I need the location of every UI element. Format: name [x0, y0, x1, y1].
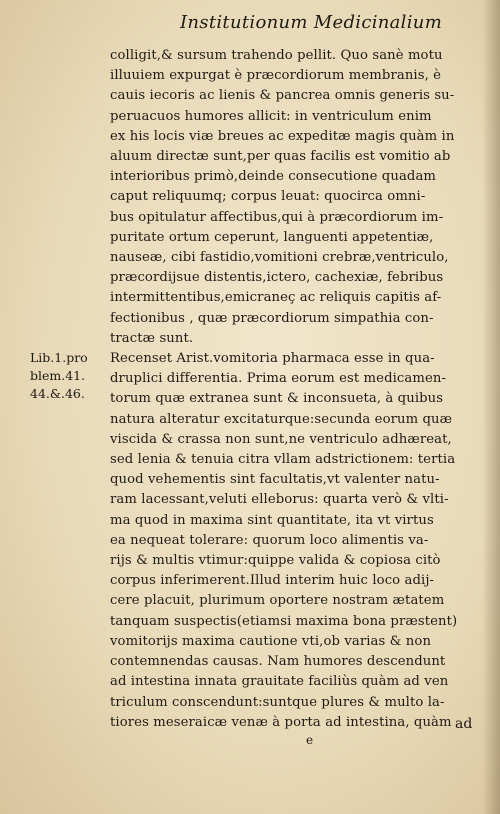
text-line: contemnendas causas. Nam humores descendunt [110, 654, 446, 670]
text-line: ad intestina innata grauitate faciliùs quàm ad ven [110, 674, 449, 690]
text-line: tiores meseraicæ venæ à porta ad intestina, quàm [110, 714, 452, 730]
text-line: triculum conscendunt:suntque plures & multo la- [110, 694, 445, 710]
text-line: sed lenia & tenuia citra vllam adstrictionem: tertia [110, 452, 456, 468]
text-line: Recenset Arist.vomitoria pharmaca esse in qua- [110, 351, 435, 367]
margin-note-line: 44.&.46. [30, 386, 85, 401]
signature-mark: e [306, 733, 316, 747]
text-line: ma quod in maxima sint quantitate, ita vt virtus [110, 512, 434, 528]
text-line: peruacuos humores allicit: in ventriculum enim [110, 108, 432, 124]
text-line: rijs & multis vtimur:quippe valida & copiosa citò [110, 553, 441, 569]
text-line: caput reliquumq; corpus leuat: quocirca omni- [110, 189, 426, 205]
text-line: intermittentibus,emicraneç ac reliquis capitis af- [110, 290, 442, 306]
running-header: Institutionum Medicinalium [180, 12, 443, 33]
text-line: torum quæ extranea sunt & inconsueta, à quibus [110, 391, 444, 407]
text-line: viscida & crassa non sunt,ne ventriculo adhæreat, [110, 431, 452, 447]
text-line: quod vehementis sint facultatis,vt valenter natu- [110, 472, 440, 488]
catchword: ad [455, 716, 473, 732]
text-line: ex his locis viæ breues ac expeditæ magis quàm in [110, 128, 455, 144]
text-line: nauseæ, cibi fastidio,vomitioni crebræ,ventriculo, [110, 250, 449, 266]
text-line: interioribus primò,deinde consecutione quadam [110, 169, 437, 185]
text-line: bus opitulatur affectibus,qui à præcordiorum im- [110, 209, 444, 225]
text-line: aluum directæ sunt,per quas facilis est vomitio ab [110, 149, 451, 165]
text-line: ea nequeat tolerare: quorum loco alimentis va- [110, 532, 429, 548]
text-line: cere placuit, plurimum oportere nostram ætatem [110, 593, 445, 609]
text-line: ram lacessant,veluti elleborus: quarta verò & vlti- [110, 492, 449, 508]
body-text [110, 46, 490, 733]
text-line: natura alteratur excitaturque:secunda eorum quæ [110, 411, 453, 427]
text-line: fectionibus , quæ præcordiorum simpathia con- [110, 310, 434, 326]
text-line: cauis iecoris ac lienis & pancrea omnis generis su- [110, 88, 455, 104]
margin-note-line: Lib.1.pro [30, 350, 88, 365]
text-line: puritate ortum ceperunt, languenti appetentiæ, [110, 229, 434, 245]
margin-note-line: blem.41. [30, 368, 86, 383]
text-line: præcordijsue distentis,ictero, cachexiæ, febribus [110, 270, 444, 286]
text-line: illuuiem expurgat è præcordiorum membranis, è [110, 68, 442, 84]
margin-note [30, 349, 110, 403]
text-line: corpus inferimerent.Illud interim huic loco adij- [110, 573, 435, 589]
text-line: tractæ sunt. [110, 330, 194, 346]
text-line: tanquam suspectis(etiamsi maxima bona præstent) [110, 613, 458, 629]
text-line: vomitorijs maxima cautione vti,ob varias & non [110, 633, 432, 649]
text-line: druplici differentia. Prima eorum est medicamen- [110, 371, 447, 387]
text-line: colligit,& sursum trahendo pellit. Quo sanè motu [110, 48, 443, 63]
